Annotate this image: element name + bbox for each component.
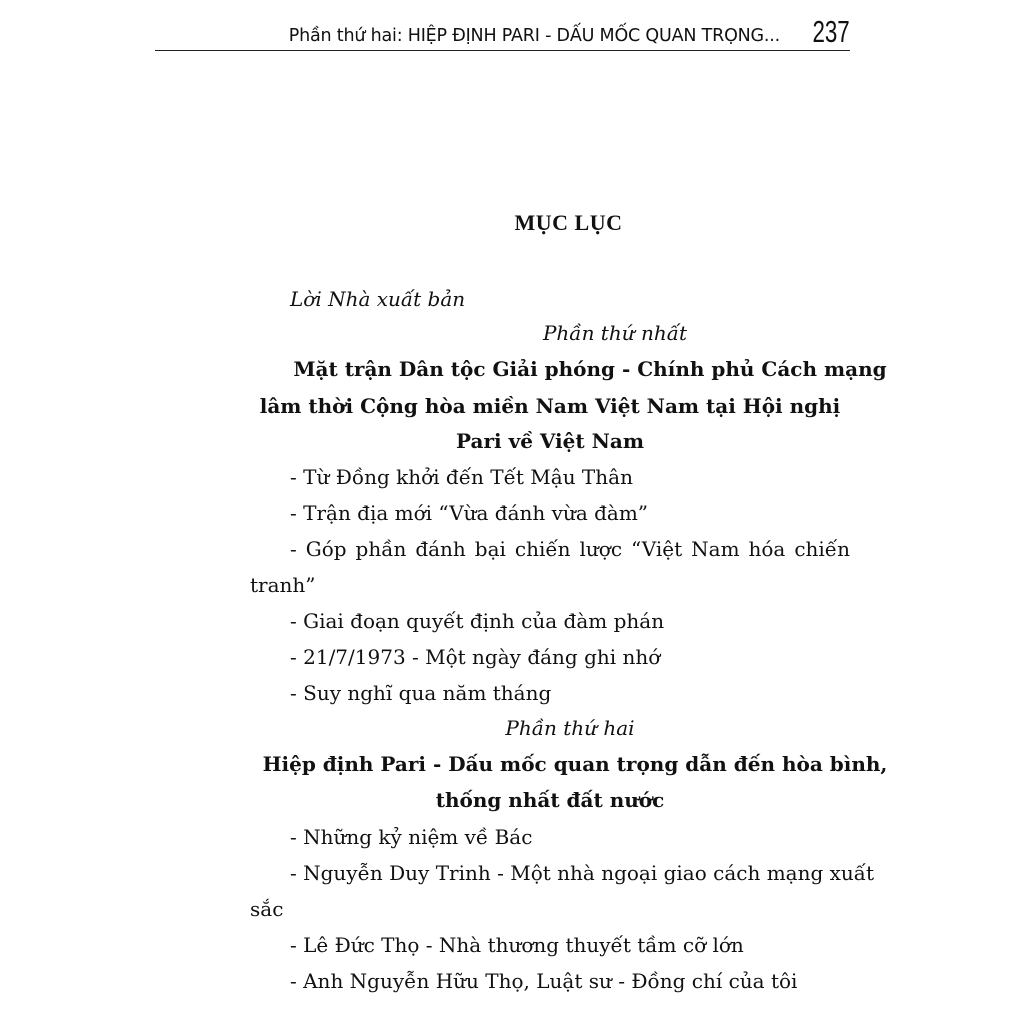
toc-entry-publisher-note: Lời Nhà xuất bản	[290, 287, 466, 311]
part2-title-line-2: thống nhất đất nước	[435, 788, 665, 812]
toc-entry: - Từ Đồng khởi đến Tết Mậu Thân	[290, 465, 633, 489]
toc-entry: - Trận địa mới “Vừa đánh vừa đàm”	[290, 501, 649, 525]
part1-title-line-1: Mặt trận Dân tộc Giải phóng - Chính phủ Cách mạng	[293, 357, 887, 381]
toc-entry: - Lê Đức Thọ - Nhà thương thuyết tầm cỡ lớn	[290, 933, 744, 957]
toc-entry: - Góp phần đánh bại chiến lược “Việt Nam hóa chiến	[290, 537, 850, 561]
running-title: Phần thứ hai: HIỆP ĐỊNH PARI - DẤU MỐC QUAN TRỌNG...	[288, 26, 780, 46]
toc-entry: - Anh Nguyễn Hữu Thọ, Luật sư - Đồng chí của tôi	[290, 969, 798, 993]
part1-title-line-2: lâm thời Cộng hòa miền Nam Việt Nam tại Hội nghị	[259, 394, 841, 418]
running-header	[155, 14, 850, 51]
toc-entry: - Giai đoạn quyết định của đàm phán	[290, 609, 665, 633]
part2-label: Phần thứ hai	[505, 716, 635, 740]
part1-label: Phần thứ nhất	[542, 321, 688, 345]
page-number: 237	[812, 14, 850, 49]
part1-title-line-3: Pari về Việt Nam	[456, 429, 644, 453]
toc-entry: - Nguyễn Duy Trinh - Một nhà ngoại giao cách mạng xuất	[290, 861, 875, 885]
toc-entry: - 21/7/1973 - Một ngày đáng ghi nhớ	[290, 645, 661, 669]
toc-entry-continuation: sắc	[250, 897, 284, 921]
toc-entry: - Suy nghĩ qua năm tháng	[290, 681, 552, 705]
part2-title-line-1: Hiệp định Pari - Dấu mốc quan trọng dẫn đến hòa bình,	[262, 752, 888, 776]
toc-title: MỤC LỤC	[514, 210, 623, 235]
toc-entry: - Những kỷ niệm về Bác	[290, 825, 533, 849]
toc-entry-continuation: tranh”	[250, 573, 316, 597]
